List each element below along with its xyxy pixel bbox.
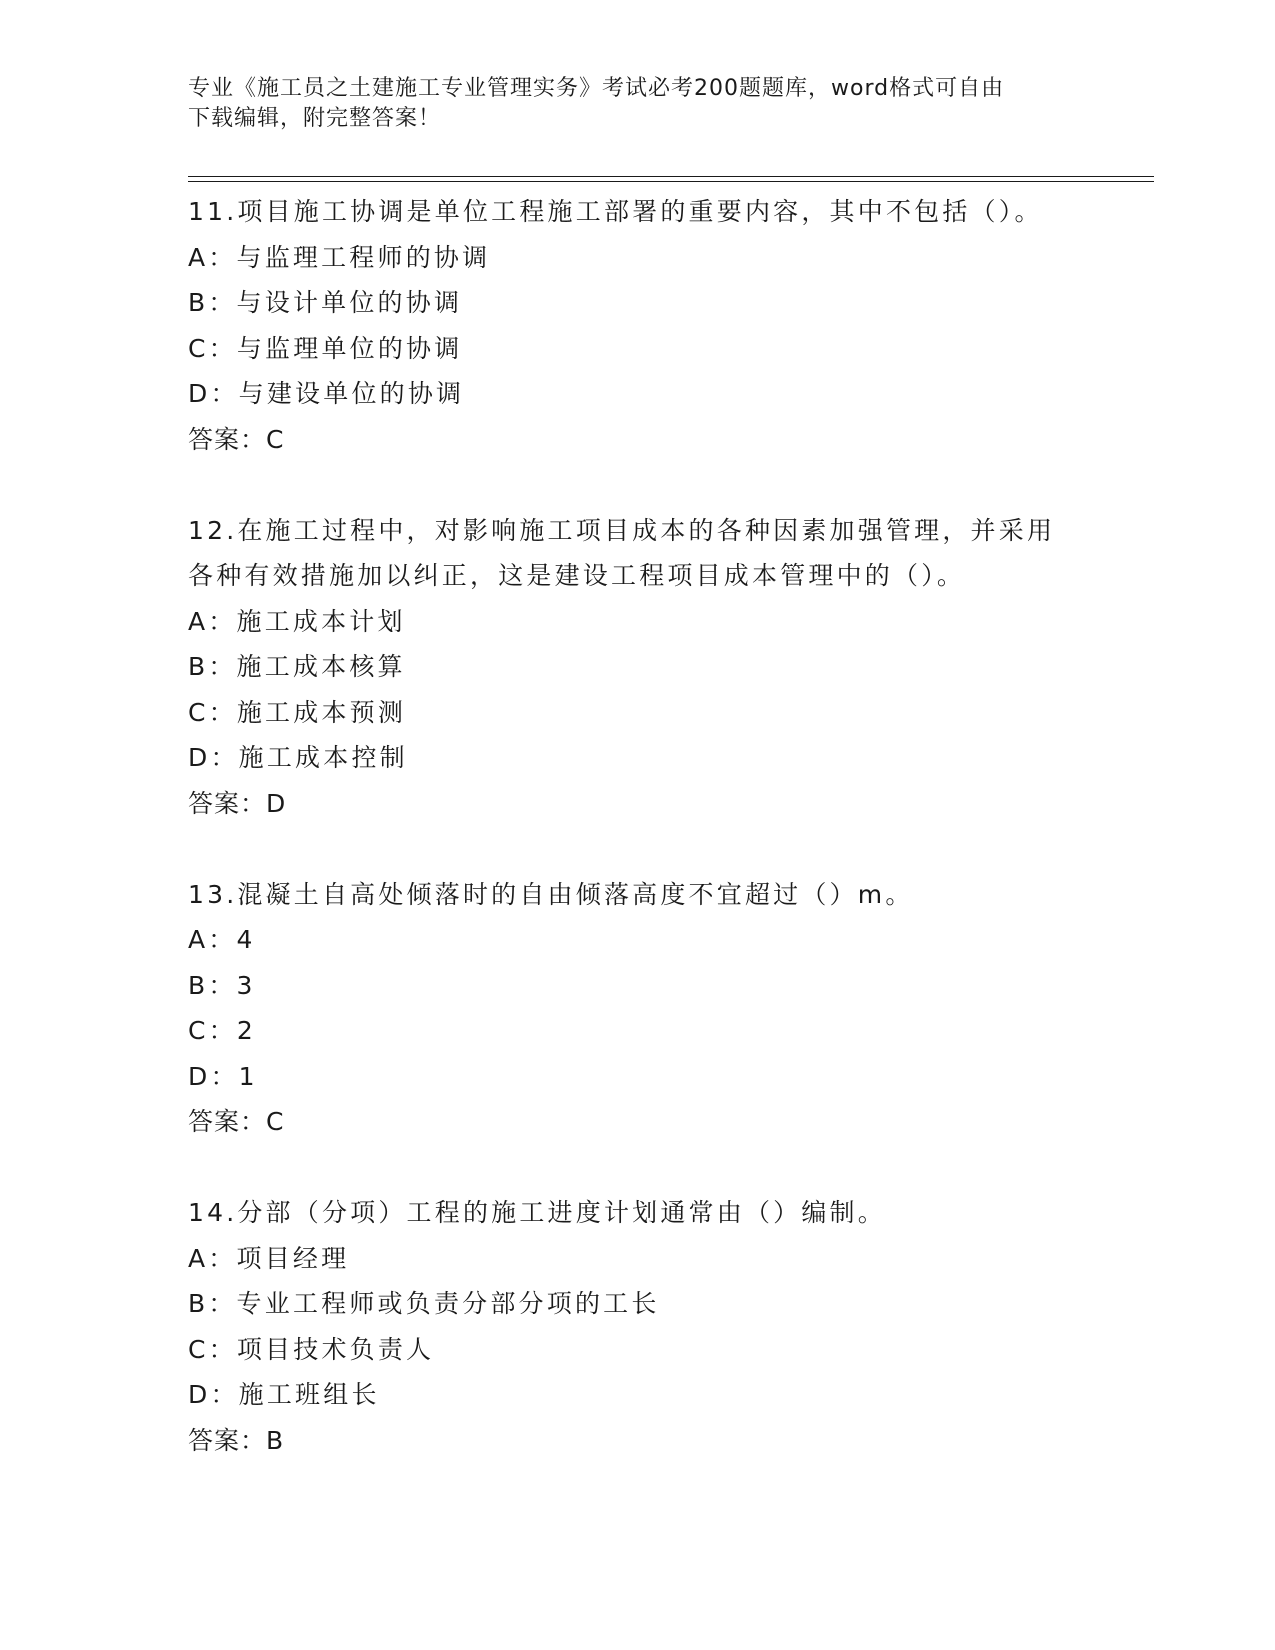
option-c: C：项目技术负责人 <box>188 1334 435 1364</box>
answer: 答案：B <box>188 1425 285 1455</box>
option-a: A：与监理工程师的协调 <box>188 242 491 272</box>
question-spacer <box>188 826 1148 872</box>
question-stem: 14.分部（分项）工程的施工进度计划通常由（）编制。 <box>188 1198 886 1227</box>
option-b: B：3 <box>188 970 256 1000</box>
option-a: A：施工成本计划 <box>188 606 406 636</box>
option-a: A：4 <box>188 925 256 954</box>
option-d: D：与建设单位的协调 <box>188 379 465 408</box>
option-b: B：专业工程师或负责分部分项的工长 <box>188 1289 660 1318</box>
header-line-1: 专业《施工员之土建施工专业管理实务》考试必考200题题库，word格式可自由 <box>188 76 1005 101</box>
header-divider-top <box>188 176 1154 177</box>
question-stem: 13.混凝土自高处倾落时的自由倾落高度不宜超过（）m。 <box>188 879 914 909</box>
option-d: D：施工班组长 <box>188 1380 380 1409</box>
option-b: B：施工成本核算 <box>188 652 406 681</box>
option-b: B：与设计单位的协调 <box>188 288 463 317</box>
question-spacer <box>188 1145 1148 1191</box>
option-d: D：1 <box>188 1061 258 1091</box>
option-d: D：施工成本控制 <box>188 743 408 772</box>
answer: 答案：D <box>188 788 287 818</box>
question-list <box>188 189 1148 1463</box>
header-divider-bottom <box>188 181 1154 182</box>
question-stem: 11.项目施工协调是单位工程施工部署的重要内容，其中不包括（）。 <box>188 197 1043 226</box>
question-13 <box>188 872 1148 1145</box>
document-header <box>188 74 1068 134</box>
question-11 <box>188 189 1148 462</box>
question-stem-continued: 各种有效措施加以纠正，这是建设工程项目成本管理中的（）。 <box>188 561 966 590</box>
option-a: A：项目经理 <box>188 1243 350 1273</box>
answer: 答案：C <box>188 424 285 454</box>
option-c: C：与监理单位的协调 <box>188 333 463 363</box>
question-spacer <box>188 462 1148 508</box>
question-14 <box>188 1190 1148 1463</box>
answer: 答案：C <box>188 1107 285 1136</box>
question-12 <box>188 508 1148 827</box>
option-c: C：2 <box>188 1016 256 1045</box>
option-c: C：施工成本预测 <box>188 697 407 727</box>
question-stem: 12.在施工过程中，对影响施工项目成本的各种因素加强管理，并采用 <box>188 515 1056 545</box>
header-line-2: 下载编辑，附完整答案！ <box>188 106 442 131</box>
